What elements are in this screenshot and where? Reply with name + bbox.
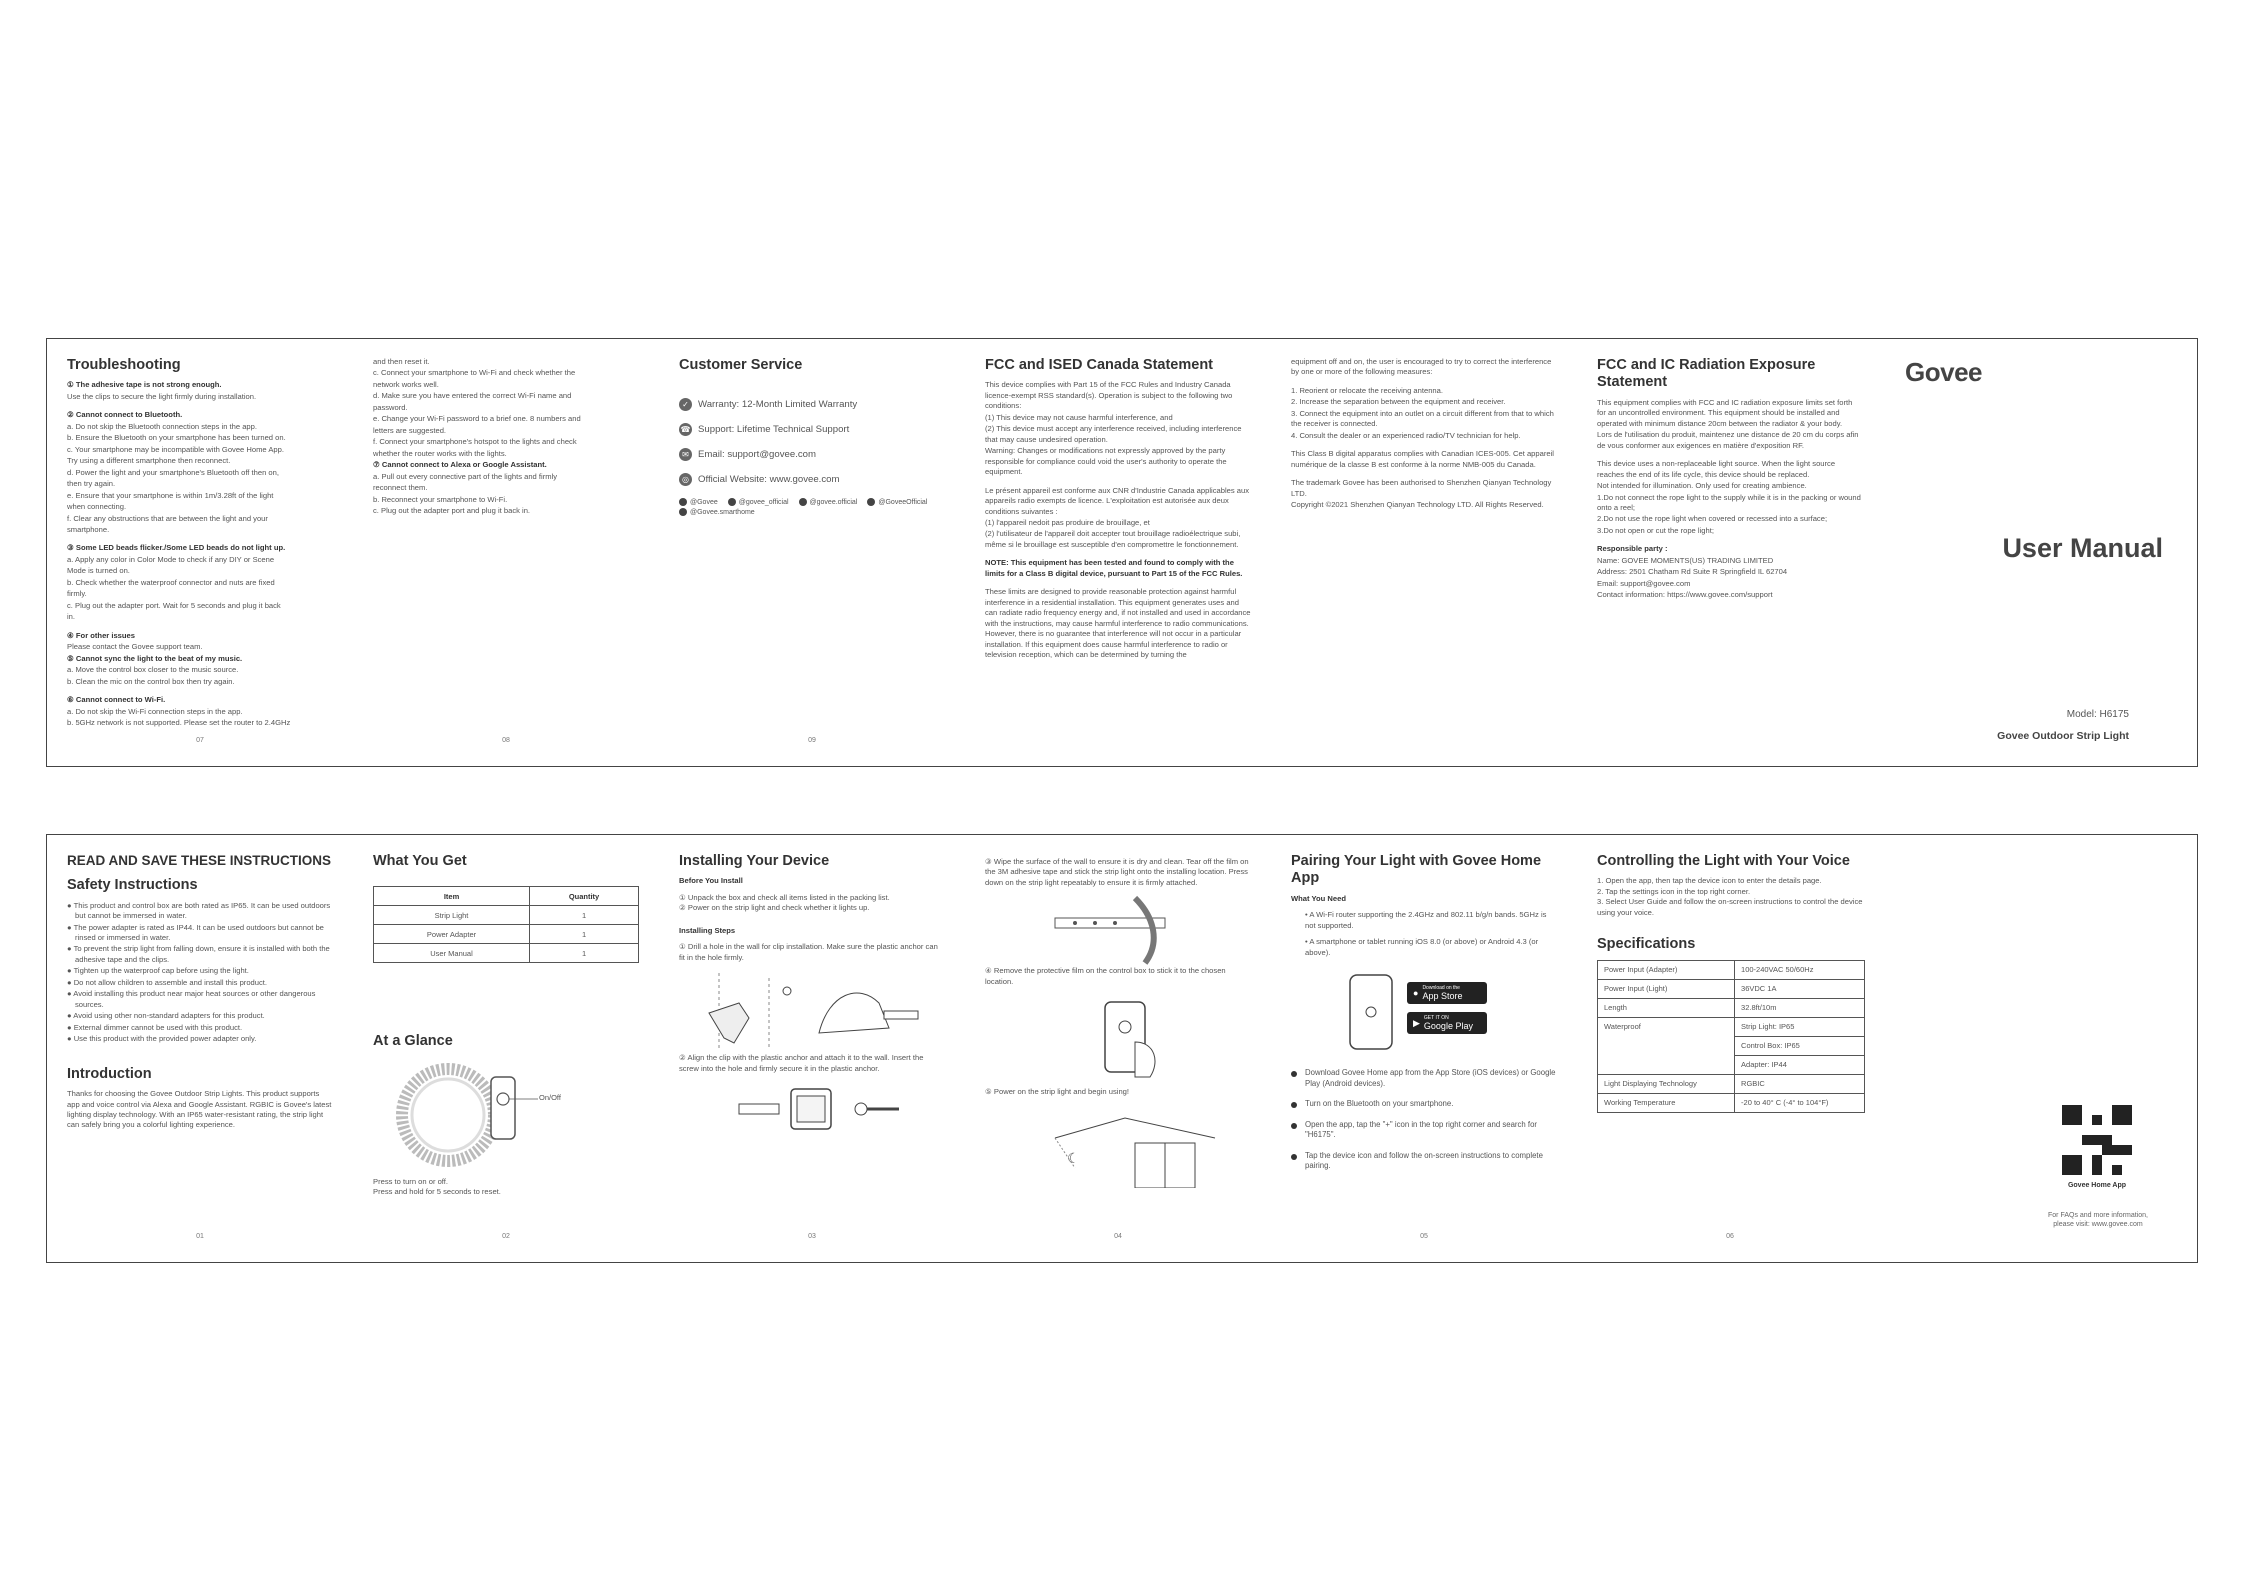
table-header: Quantity <box>530 887 639 906</box>
cs-row-warranty: ✓ Warranty: 12-Month Limited Warranty <box>679 398 945 411</box>
pairing-step-4: Tap the device icon and follow the on-screen instructions to complete pairing. <box>1291 1151 1557 1172</box>
text-line: ④ For other issues <box>67 630 135 640</box>
facebook-icon <box>679 498 687 506</box>
text-line: Contact information: https://www.govee.com/support <box>1597 590 1773 600</box>
text-line <box>985 580 1251 586</box>
safety-item: ● External dimmer cannot be used with this product. <box>67 1022 243 1032</box>
text-line: 1.Do not connect the rope light to the supply while it is in the packing or wound onto a reel; <box>1597 492 1861 512</box>
govee-logo: Govee <box>1905 357 1982 387</box>
spec-value: 32.8ft/10m <box>1735 998 1865 1017</box>
text-line: a. Move the control box closer to the music source. <box>67 665 239 675</box>
safety-item: ● Do not allow children to assemble and install this product. <box>67 977 268 987</box>
panel-voice-specs <box>1577 835 1883 1262</box>
text-line: e. Change your Wi-Fi password to a brief one. 8 numbers and <box>373 414 581 424</box>
text-line: f. Connect your smartphone's hotspot to the lights and check <box>373 437 577 447</box>
fcc-ic-text <box>1597 398 1863 544</box>
qr-code-icon <box>2062 1105 2132 1175</box>
bullet-icon: ● <box>67 900 74 910</box>
bullet-icon: ● <box>67 1034 74 1044</box>
fcc-ic-title: FCC and IC Radiation Exposure Statement <box>1597 357 1816 391</box>
bullet-icon: ● <box>67 989 74 999</box>
text-line: c. Connect your smartphone to Wi-Fi and check whether the <box>373 368 576 378</box>
smartphone-illustration <box>1347 972 1397 1052</box>
text-line: then try again. <box>67 479 116 489</box>
text-line: ⑤ Cannot sync the light to the beat of my music. <box>67 653 243 663</box>
google-play-badge[interactable]: ▶ GET IT ON Google Play <box>1407 1012 1487 1034</box>
safety-item: ● Use this product with the provided power adapter only. <box>67 1034 257 1044</box>
text-line: c. Your smartphone may be incompatible with Govee Home App. <box>67 444 284 454</box>
spec-value: 100-240VAC 50/60Hz <box>1735 960 1865 979</box>
table-row <box>1598 1074 1865 1093</box>
drill-illustration <box>679 963 939 1053</box>
fcc-cont-text <box>1291 357 1557 511</box>
pairing-step-2: Turn on the Bluetooth on your smartphone. <box>1291 1099 1557 1110</box>
text-line <box>1291 379 1557 385</box>
panel-troubleshooting <box>47 339 353 766</box>
text-line: This Class B digital apparatus complies with Canadian ICES-005. Cet appareil numérique de la classe B est conforme à la norme NMB-005 du Canada. <box>1291 449 1554 469</box>
page-number: 02 <box>502 1233 510 1240</box>
bullet-icon: ● <box>67 966 74 976</box>
spec-value: Adapter: IP44 <box>1735 1055 1865 1074</box>
text-line: c. Plug out the adapter port and plug it back in. <box>373 506 531 516</box>
text-line: and then reset it. <box>373 357 430 366</box>
spec-label: Power Input (Light) <box>1598 979 1735 998</box>
text-line: Address: 2501 Chatham Rd Suite R Springfield IL 62704 <box>1597 567 1788 577</box>
page-number: 01 <box>196 1233 204 1240</box>
text-line: This device complies with Part 15 of the FCC Rules and Industry Canada licence-exempt RSS standard(s). Operation is subject to the following two conditions: <box>985 380 1233 411</box>
text-line <box>1597 452 1863 458</box>
spec-value: Strip Light: IP65 <box>1735 1017 1865 1036</box>
globe-icon: ◎ <box>679 473 692 486</box>
introduction-title: Introduction <box>67 1065 152 1082</box>
page-number: 05 <box>1420 1233 1428 1240</box>
text-line: a. Do not skip the Bluetooth connection steps in the app. <box>67 421 257 431</box>
table-row <box>1598 979 1865 998</box>
before-install-title: Before You Install <box>679 876 743 886</box>
text-line: whether the router works with the lights. <box>373 448 507 458</box>
panel-safety <box>47 835 353 1262</box>
need-1: • A Wi-Fi router supporting the 2.4GHz and 802.11 b/g/n bands. 5GHz is not supported. <box>1305 910 1547 930</box>
table-row <box>1598 998 1865 1017</box>
apple-icon: ● <box>1413 988 1419 999</box>
text-line: ⑦ Cannot connect to Alexa or Google Assistant. <box>373 460 547 470</box>
text-line: equipment off and on, the user is encouraged to try to correct the interference by one or more of the following measures: <box>1291 357 1552 377</box>
shield-icon: ✓ <box>679 398 692 411</box>
tiktok-icon <box>799 498 807 506</box>
text-line: b. Reconnect your smartphone to Wi-Fi. <box>373 494 508 504</box>
spec-label: Power Input (Adapter) <box>1598 960 1735 979</box>
safety-list <box>67 901 333 1045</box>
troubleshooting-cont-list <box>373 357 639 517</box>
bullet-icon: ● <box>67 977 74 987</box>
text-line: The trademark Govee has been authorised to Shenzhen Qianyan Technology LTD. <box>1291 478 1552 498</box>
panel-qr <box>1883 835 2199 1262</box>
app-store-badge[interactable]: ● Download on the App Store <box>1407 982 1487 1004</box>
text-line: c. Plug out the adapter port. Wait for 5 seconds and plug it back <box>67 600 281 610</box>
install-step-2: ② Align the clip with the plastic anchor and attach it to the wall. Insert the screw into the hole and firmly secure it in the plastic anchor. <box>679 1053 924 1073</box>
text-line <box>1597 537 1863 543</box>
page-number: 06 <box>1726 1233 1734 1240</box>
at-a-glance-title: At a Glance <box>373 1033 453 1050</box>
svg-text:☾: ☾ <box>1067 1149 1080 1166</box>
spec-label: Length <box>1598 998 1735 1017</box>
twitter-icon <box>867 498 875 506</box>
text-line: (1) This device may not cause harmful interference, and <box>985 412 1173 422</box>
glance-note-2: Press and hold for 5 seconds to reset. <box>373 1187 501 1197</box>
text-line <box>1291 471 1557 477</box>
text-line: ② Cannot connect to Bluetooth. <box>67 410 183 420</box>
text-line: Copyright ©2021 Shenzhen Qianyan Technology LTD. All Rights Reserved. <box>1291 500 1544 510</box>
text-line: Email: support@govee.com <box>1597 578 1691 588</box>
text-line: in. <box>67 612 76 622</box>
strip-coil-illustration <box>373 1057 633 1177</box>
spec-label <box>1598 1055 1735 1074</box>
manual-sheet-back <box>46 338 2198 767</box>
text-line: ⑥ Cannot connect to Wi-Fi. <box>67 695 166 705</box>
table-row: Strip Light 1 <box>374 906 639 925</box>
safety-item: ● Avoid using other non-standard adapters for this product. <box>67 1011 265 1021</box>
support-icon: ☎ <box>680 425 691 435</box>
clip-anchor-illustration <box>679 1074 939 1144</box>
before-step-1: ① Unpack the box and check all items listed in the packing list. <box>679 892 890 902</box>
text-line: d. Make sure you have entered the correct Wi-Fi name and <box>373 391 572 401</box>
text-line: ③ Some LED beads flicker./Some LED beads do not light up. <box>67 543 286 553</box>
safety-title: Safety Instructions <box>67 877 198 894</box>
text-line: 2.Do not use the rope light when covered or recessed into a surface; <box>1597 514 1828 524</box>
text-line: b. 5GHz network is not supported. Please set the router to 2.4GHz <box>67 718 291 728</box>
text-line: a. Pull out every connective part of the lights and firmly <box>373 471 558 481</box>
text-line: 3. Connect the equipment into an outlet on a circuit different from that to which the receiver is connected. <box>1291 408 1554 429</box>
email-icon: ✉ <box>679 448 692 461</box>
text-line: Mode is turned on. <box>67 566 130 576</box>
panel-pairing <box>1271 835 1577 1262</box>
text-line: 1. Reorient or relocate the receiving antenna. <box>1291 385 1443 395</box>
panel-cover <box>1883 339 2199 766</box>
text-line: when connecting. <box>67 502 127 512</box>
text-line: network works well. <box>373 379 439 389</box>
bullet-icon: ● <box>67 922 74 932</box>
bullet-icon: ● <box>67 1022 74 1032</box>
app-download-figure <box>1347 972 1557 1052</box>
bullet-icon: ● <box>67 1011 74 1021</box>
safety-item: ● To prevent the strip light from falling down, ensure it is installed with both the adhesive tape and the clips. <box>67 944 330 964</box>
panel-customer-service <box>659 339 965 766</box>
before-step-2: ② Power on the strip light and check whether it lights up. <box>679 903 870 913</box>
qr-label: Govee Home App <box>2067 1182 2127 1189</box>
controlbox-attach-illustration <box>985 987 1245 1087</box>
install-step-5: ⑤ Power on the strip light and begin using! <box>985 1087 1130 1097</box>
text-line: ① The adhesive tape is not strong enough. <box>67 380 222 390</box>
pairing-step-1: Download Govee Home app from the App Store (iOS devices) or Google Play (Android devices). <box>1291 1068 1557 1089</box>
install-step-3: ③ Wipe the surface of the wall to ensure it is dry and clean. Tear off the film on the 3M adhesive tape and stick the strip light onto the installing location. Press down on the strip light repeatably to ensure it is firmly attached. <box>985 857 1249 887</box>
text-line <box>1291 442 1557 448</box>
troubleshooting-title: Troubleshooting <box>67 357 181 373</box>
text-line: Not intended for illumination. Only used for creating ambience. <box>1597 481 1807 491</box>
glance-figure <box>373 1057 639 1177</box>
pairing-step-3: Open the app, tap the "+" icon in the top right corner and search for "H6175". <box>1291 1120 1557 1141</box>
text-line: a. Apply any color in Color Mode to check if any DIY or Scene <box>67 554 275 564</box>
text-line: (1) l'appareil nedoit pas produire de brouillage, et <box>985 518 1150 528</box>
text-line: f. Clear any obstructions that are between the light and your <box>67 513 268 523</box>
social-twitter: @GoveeOfficial <box>867 498 927 506</box>
fcc-ised-text <box>985 380 1251 660</box>
page-number: 07 <box>196 737 204 744</box>
table-row <box>1598 960 1865 979</box>
text-line: 4. Consult the dealer or an experienced radio/TV technician for help. <box>1291 430 1521 440</box>
introduction-text: Thanks for choosing the Govee Outdoor Strip Lights. This product supports app and voice control via Alexa and Google Assistant. RGBIC is Govee's latest lighting display technology. With an IP65 water-resistant rating, the strip light can safely bring you a colorful lighting experience. <box>67 1089 332 1130</box>
table-row <box>1598 1055 1865 1074</box>
bullet-icon: ● <box>67 944 74 954</box>
social-instagram: @govee_official <box>728 498 789 506</box>
panel-installing <box>659 835 965 1262</box>
table-header: Item <box>374 887 530 906</box>
table-row: Power Adapter 1 <box>374 925 639 944</box>
text-line: Please contact the Govee support team. <box>67 642 203 652</box>
panel-fcc-ic-radiation <box>1577 339 1883 766</box>
voice-step-2: 2. Tap the settings icon in the top right corner. <box>1597 886 1751 896</box>
facebook-icon <box>679 508 687 516</box>
specifications-title: Specifications <box>1597 936 1696 953</box>
text-line: b. Clean the mic on the control box then try again. <box>67 676 235 686</box>
voice-step-3: 3. Select User Guide and follow the on-screen instructions to control the device using your voice. <box>1597 897 1863 917</box>
text-line: Try using a different smartphone then reconnect. <box>67 456 231 466</box>
what-you-need-title: What You Need <box>1291 893 1346 903</box>
install-step-1: ① Drill a hole in the wall for clip installation. Make sure the plastic anchor can fit in the hole firmly. <box>679 942 938 962</box>
text-line <box>67 624 333 630</box>
text-line: (2) l'utilisateur de l'appareil doit accepter tout brouillage radioélectrique subi, même si le brouillage est susceptible d'en compromettre le fonctionnement. <box>985 529 1241 549</box>
voice-step-1: 1. Open the app, then tap the device icon to enter the details page. <box>1597 876 1822 886</box>
cs-row-website: ◎ Official Website: www.govee.com <box>679 473 945 486</box>
text-line <box>67 536 333 542</box>
page-number: 09 <box>808 737 816 744</box>
install-step-4: ④ Remove the protective film on the control box to stick it to the chosen location. <box>985 966 1226 986</box>
qr-block <box>2053 1105 2141 1189</box>
text-line <box>985 479 1251 485</box>
onoff-label: On/Off <box>539 1092 561 1102</box>
need-2: • A smartphone or tablet running iOS 8.0 (or above) or Android 4.3 (or above). <box>1305 937 1539 957</box>
manual-title: User Manual <box>2002 533 2163 563</box>
spec-label: Waterproof <box>1598 1017 1735 1036</box>
cs-row-email: ✉ Email: support@govee.com <box>679 448 945 461</box>
spec-value: 36VDC 1A <box>1735 979 1865 998</box>
contents-table <box>373 886 639 963</box>
instagram-icon <box>728 498 736 506</box>
panel-fcc-ised <box>965 339 1271 766</box>
text-line: reconnect them. <box>373 483 428 493</box>
what-you-get-title: What You Get <box>373 853 467 869</box>
pairing-title: Pairing Your Light with Govee Home App <box>1291 853 1542 887</box>
qr-note: For FAQs and more information, please visit: www.govee.com <box>2048 1212 2148 1229</box>
spec-label <box>1598 1036 1735 1055</box>
text-line: Warning: Changes or modifications not expressly approved by the party responsible for compliance could void the user's authority to operate the equipment. <box>985 446 1227 477</box>
fcc-ised-title: FCC and ISED Canada Statement <box>985 357 1214 373</box>
text-line: Le présent appareil est conforme aux CNR d'Industrie Canada applicables aux appareils radio exempts de licence. L'exploitation est autorisée aux deux conditions suivantes : <box>985 485 1250 516</box>
panel-troubleshooting-cont <box>353 339 659 766</box>
text-line: a. Do not skip the Wi-Fi connection steps in the app. <box>67 706 243 716</box>
text-line: b. Ensure the Bluetooth on your smartphone has been turned on. <box>67 433 286 443</box>
spec-label: Working Temperature <box>1598 1093 1735 1112</box>
installing-steps-title: Installing Steps <box>679 925 736 935</box>
text-line: d. Power the light and your smartphone's Bluetooth off then on, <box>67 467 279 477</box>
spec-label: Light Displaying Technology <box>1598 1074 1735 1093</box>
spec-value: RGBIC <box>1735 1074 1865 1093</box>
panel-installing-cont <box>965 835 1271 1262</box>
text-line: firmly. <box>67 589 87 599</box>
social-facebook: @Govee <box>679 498 718 506</box>
cs-row-support: ☎ Support: Lifetime Technical Support <box>680 424 850 436</box>
safety-item: ● This product and control box are both rated as IP65. It can be used outdoors but cannot be immersed in water. <box>67 900 331 921</box>
table-row <box>1598 1036 1865 1055</box>
glance-note-1: Press to turn on or off. <box>373 1176 448 1186</box>
text-line: These limits are designed to provide reasonable protection against harmful interference in a residential installation. This equipment generates uses and can radiate radio frequency energy and, if not installed and used in accordance with the instructions, may cause harmful interference to radio communications. However, there is no guarantee that interference will not occur in a particular installation. If this equipment does cause harmful interference to radio or television reception, which can be determined by turning the <box>985 587 1251 660</box>
table-row <box>1598 1017 1865 1036</box>
page-number: 03 <box>808 1233 816 1240</box>
responsible-party: Responsible party : Name: GOVEE MOMENTS(US) TRADING LIMITED Address: 2501 Chatham Rd Suite R Springfield IL 62704 Email: support@govee.com Contact information: https://www.govee.com/support <box>1597 544 1863 600</box>
social-tiktok: @govee.official <box>799 498 858 506</box>
text-line: NOTE: This equipment has been tested and found to comply with the limits for a Class B digital device, pursuant to Part 15 of the FCC Rules. <box>985 558 1243 578</box>
table-row: User Manual 1 <box>374 944 639 963</box>
specifications-table <box>1597 960 1865 1113</box>
social-facebook-group: @Govee.smarthome <box>679 508 755 516</box>
text-line <box>985 551 1251 557</box>
model-number: Model: H6175 <box>2066 709 2129 720</box>
product-name: Govee Outdoor Strip Light <box>1997 730 2129 742</box>
text-line: letters are suggested. <box>373 425 447 435</box>
installing-title: Installing Your Device <box>679 853 830 869</box>
safety-item: ● Tighten up the waterproof cap before using the light. <box>67 966 249 976</box>
google-play-icon: ▶ <box>1413 1017 1420 1028</box>
troubleshooting-list <box>67 380 333 728</box>
panel-what-you-get <box>353 835 659 1262</box>
social-handles <box>679 498 945 516</box>
text-line: Name: GOVEE MOMENTS(US) TRADING LIMITED <box>1597 555 1774 565</box>
spec-value: Control Box: IP65 <box>1735 1036 1865 1055</box>
text-line <box>67 688 333 694</box>
text-line <box>67 403 333 409</box>
text-line: e. Ensure that your smartphone is within 1m/3.28ft of the light <box>67 490 274 500</box>
page-number: 04 <box>1114 1233 1122 1240</box>
manual-sheet-front <box>46 834 2198 1263</box>
customer-service-title: Customer Service <box>679 357 803 373</box>
strip-attach-illustration <box>985 888 1245 966</box>
read-save-header: READ AND SAVE THESE INSTRUCTIONS <box>67 853 332 868</box>
text-line: 2. Increase the separation between the equipment and receiver. <box>1291 397 1506 407</box>
safety-item: ● Avoid installing this product near major heat sources or other dangerous sources. <box>67 989 316 1009</box>
text-line: This equipment complies with FCC and IC radiation exposure limits set forth for an uncontrolled environment. This equipment should be installed and operated with minimum distance 20cm between the radiator & your body. <box>1597 397 1853 428</box>
voice-title: Controlling the Light with Your Voice <box>1597 853 1850 869</box>
safety-item: ● The power adapter is rated as IP44. It can be used outdoors but cannot be rinsed or immersed in water. <box>67 922 324 942</box>
spec-value: -20 to 40° C (-4° to 104°F) <box>1735 1093 1865 1112</box>
text-line: smartphone. <box>67 525 110 535</box>
text-line: This device uses a non-replaceable light source. When the light source reaches the end of its life cycle, this device should be replaced. <box>1597 459 1836 479</box>
room-illustration <box>985 1098 1245 1188</box>
text-line: password. <box>373 402 408 412</box>
page-number: 08 <box>502 737 510 744</box>
text-line: (2) This device must accept any interference received, including interference that may cause undesired operation. <box>985 424 1242 444</box>
text-line: Use the clips to secure the light firmly during installation. <box>67 391 257 401</box>
text-line: b. Check whether the waterproof connector and nuts are fixed <box>67 577 275 587</box>
text-line: 3.Do not open or cut the rope light; <box>1597 525 1714 535</box>
text-line: Lors de l'utilisation du produit, maintenez une distance de 20 cm du corps afin de vous conformer aux exigences en matière d'exposition RF. <box>1597 430 1859 450</box>
panel-fcc-cont <box>1271 339 1577 766</box>
table-row <box>1598 1093 1865 1112</box>
